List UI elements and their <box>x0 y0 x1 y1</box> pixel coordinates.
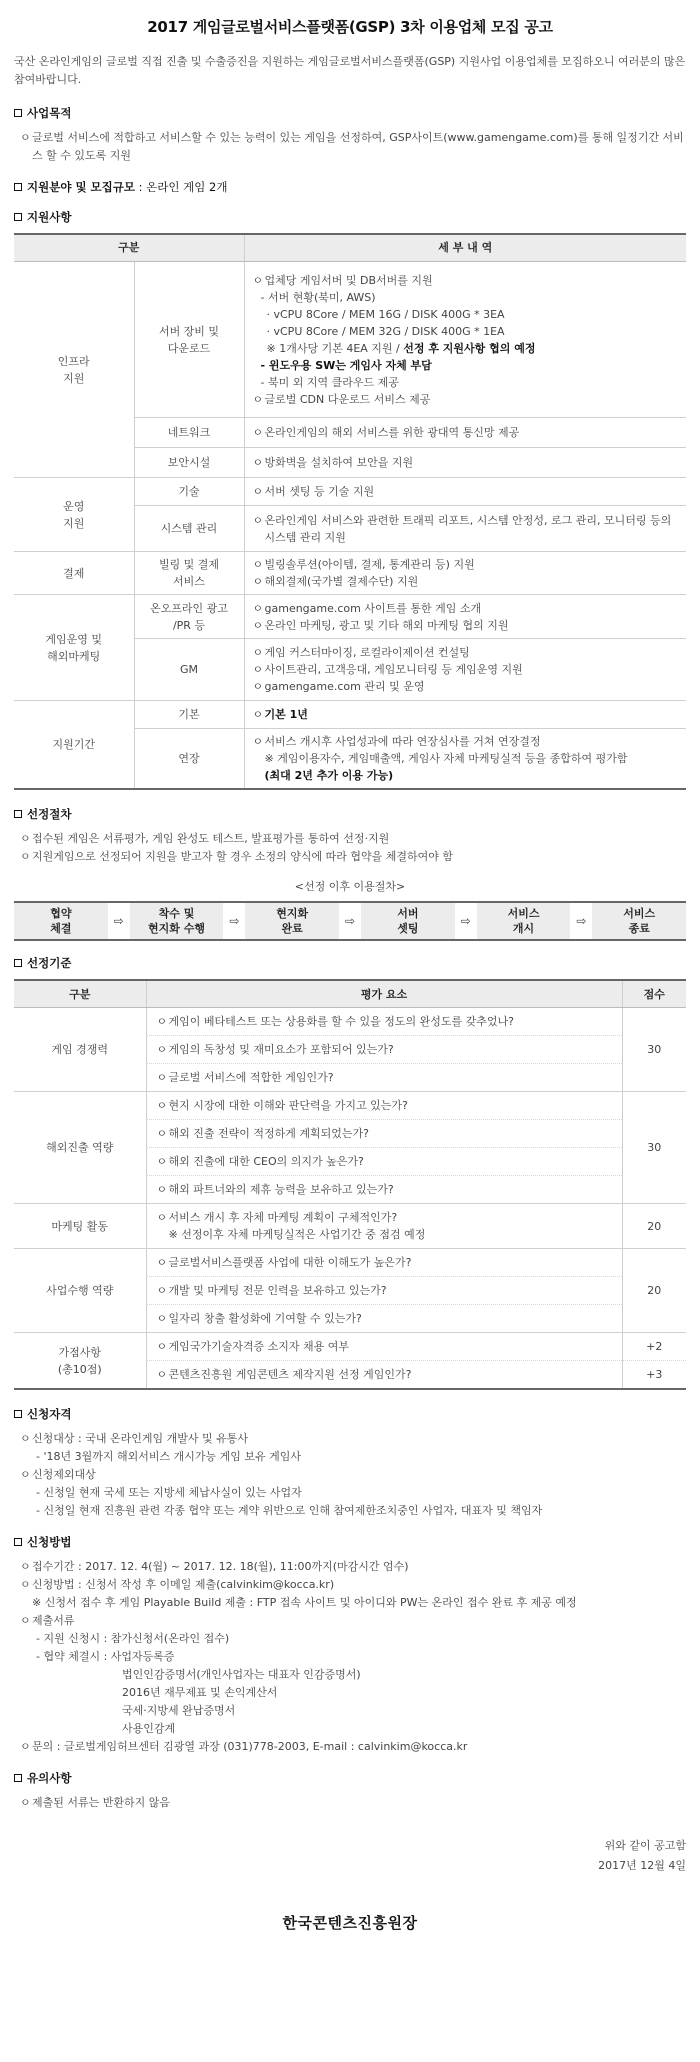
section-procedure-heading: 선정절차 <box>14 806 686 824</box>
support-col-category: 구분 <box>14 234 244 262</box>
closing <box>14 1836 686 1876</box>
criteria-group-name: 게임 경쟁력 <box>14 1008 146 1092</box>
criteria-item: ㅇ 글로벌 서비스에 적합한 게임인가? <box>146 1064 622 1092</box>
criteria-score: 20 <box>622 1249 686 1333</box>
procedure-item-2: ㅇ 지원게임으로 선정되어 지원을 받고자 할 경우 소정의 양식에 따라 협약을 체결하여야 함 <box>20 850 453 863</box>
flow-arrow-icon: ⇨ <box>460 913 471 928</box>
section-scale-heading: 지원분야 및 모집규모 : 온라인 게임 2개 <box>14 179 686 197</box>
flow-arrow-icon: ⇨ <box>229 913 240 928</box>
apply-doc-d: 2016년 재무제표 및 손익계산서 <box>122 1685 278 1699</box>
organization-name: 한국콘텐츠진흥원장 <box>282 1913 418 1932</box>
flow-step-launch: 서비스 개시 <box>477 903 571 939</box>
apply-period: ㅇ 접수기간 : 2017. 12. 4(월) ~ 2017. 12. 18(월), 11:00까지(마감시간 엄수) <box>20 1559 409 1573</box>
closing-line-1: 위와 같이 공고함 <box>604 1838 686 1852</box>
support-network-label: 네트워크 <box>134 418 244 448</box>
apply-doc-b: - 협약 체결시 : 사업자등록증 <box>36 1649 175 1663</box>
flow-step-localize: 착수 및 현지화 수행 <box>130 903 224 939</box>
support-security-label: 보안시설 <box>134 448 244 478</box>
flow-arrow-icon: ⇨ <box>344 913 356 928</box>
page-title: 2017 게임글로벌서비스플랫폼(GSP) 3차 이용업체 모집 공고 <box>147 18 553 36</box>
intro-text: 국산 온라인게임의 글로벌 직접 진출 및 수출증진을 지원하는 게임글로벌서비스플랫폼(GSP) 지원사업 이용업체를 모집하오니 여러분의 많은 참여바랍니다. <box>14 55 686 87</box>
apply-doc-a: - 지원 신청시 : 참가신청서(온라인 접수) <box>36 1631 230 1645</box>
support-server-detail: ㅇ 업체당 게임서버 및 DB서버를 지원 - 서버 현황(북미, AWS) · vCPU 8Core / MEM 16G / DISK 400G * 3EA · vCPU 8Core / MEM 32G / DISK 400G * 1EA ※ 1개사당 기본 4EA 지원 / 선정 후 지원사항 협의 예정 - 윈도우용 SW는 게임사 자체 부담 - 북미 외 지역 클라우드 제공 ㅇ 글로벌 CDN 다운로드 서비스 제공 <box>244 262 686 418</box>
support-billing-detail: ㅇ 빌링솔루션(아이템, 결제, 통계관리 등) 지원 ㅇ 해외결제(국가별 결제수단) 지원 <box>244 552 686 595</box>
support-basic-detail: ㅇ 기본 1년 <box>244 701 686 729</box>
support-payment: 결제 <box>14 552 134 595</box>
criteria-item: ㅇ 게임이 베타테스트 또는 상용화를 할 수 있을 정도의 완성도를 갖추었나? <box>146 1008 622 1036</box>
support-network-detail: ㅇ 온라인게임의 해외 서비스를 위한 광대역 통신망 제공 <box>244 418 686 448</box>
apply-doc-f: 사용인감계 <box>122 1721 176 1735</box>
criteria-item: ㅇ 해외 파트너와의 제휴 능력을 보유하고 있는가? <box>146 1176 622 1204</box>
criteria-item: ㅇ 서비스 개시 후 자체 마케팅 계획이 구체적인가? ※ 선정이후 자체 마케팅실적은 사업기간 중 점검 예정 <box>146 1204 622 1249</box>
criteria-item: ㅇ 현지 시장에 대한 이해와 판단력을 가지고 있는가? <box>146 1092 622 1120</box>
support-ext-detail: ㅇ 서비스 개시후 사업성과에 따라 연장심사를 거쳐 연장결정 ※ 게임이용자수, 게임매출액, 게임사 자체 마케팅실적 등을 종합하여 평가함 (최대 2년 추가 이용 가능) <box>244 729 686 790</box>
support-basic-label: 기본 <box>134 701 244 729</box>
flow-step-server: 서버 셋팅 <box>361 903 455 939</box>
support-gm-detail: ㅇ 게임 커스터마이징, 로컬라이제이션 컨설팅 ㅇ 사이트관리, 고객응대, 게임모니터링 등 게임운영 지원 ㅇ gamengame.com 관리 및 운영 <box>244 639 686 701</box>
support-infra: 인프라 지원 <box>14 262 134 478</box>
criteria-group-name: 마케팅 활동 <box>14 1204 146 1249</box>
criteria-table <box>14 979 686 1391</box>
procedure-caption: <선정 이후 이용절차> <box>294 880 406 893</box>
criteria-item: ㅇ 게임의 독창성 및 재미요소가 포함되어 있는가? <box>146 1036 622 1064</box>
closing-date: 2017년 12월 4일 <box>598 1858 686 1872</box>
support-billing-label: 빌링 및 결제 서비스 <box>134 552 244 595</box>
support-security-detail: ㅇ 방화벽을 설치하여 보안을 지원 <box>244 448 686 478</box>
criteria-bonus-score: +2 <box>622 1333 686 1361</box>
criteria-bonus-score: +3 <box>622 1361 686 1390</box>
criteria-bonus-item: ㅇ 게임국가기술자격증 소지자 채용 여부 <box>146 1333 622 1361</box>
criteria-score: 30 <box>622 1092 686 1204</box>
criteria-item: ㅇ 해외 진출 전략이 적정하게 계획되었는가? <box>146 1120 622 1148</box>
procedure-flow <box>14 901 686 941</box>
apply-method: ㅇ 신청방법 : 신청서 작성 후 이메일 제출(calvinkim@kocca.kr) <box>20 1577 335 1591</box>
flow-step-localize-done: 현지화 완료 <box>245 903 339 939</box>
support-sysmgmt-label: 시스템 관리 <box>134 506 244 552</box>
section-caution-heading: 유의사항 <box>14 1770 686 1788</box>
support-ad-detail: ㅇ gamengame.com 사이트를 통한 게임 소개 ㅇ 온라인 마케팅, 광고 및 기타 해외 마케팅 협의 지원 <box>244 595 686 639</box>
eligibility-exclusion-b: - 신청일 현재 진흥원 관련 각종 협약 또는 계약 위반으로 인해 참여제한조치중인 사업자, 대표자 및 책임자 <box>36 1504 543 1518</box>
criteria-bonus-name: 가점사항 (총10점) <box>14 1333 146 1390</box>
criteria-item: ㅇ 개발 및 마케팅 전문 인력을 보유하고 있는가? <box>146 1277 622 1305</box>
support-ad-label: 온오프라인 광고 /PR 등 <box>134 595 244 639</box>
criteria-item: ㅇ 해외 진출에 대한 CEO의 의지가 높은가? <box>146 1148 622 1176</box>
flow-arrow-icon: ⇨ <box>113 913 124 928</box>
support-tech-label: 기술 <box>134 478 244 506</box>
section-eligibility-heading: 신청자격 <box>14 1406 686 1424</box>
criteria-group-name: 해외진출 역량 <box>14 1092 146 1204</box>
apply-doc-e: 국세·지방세 완납증명서 <box>122 1703 236 1717</box>
apply-docs: ㅇ 제출서류 <box>20 1613 75 1627</box>
caution-text: ㅇ 제출된 서류는 반환하지 않음 <box>20 1795 171 1809</box>
eligibility-target: ㅇ 신청대상 : 국내 온라인게임 개발사 및 유통사 <box>20 1432 248 1446</box>
section-support-heading: 지원사항 <box>14 209 686 227</box>
flow-arrow-icon: ⇨ <box>576 913 587 928</box>
flow-step-end: 서비스 종료 <box>592 903 686 939</box>
support-period: 지원기간 <box>14 701 134 790</box>
eligibility-target-sub: - '18년 3월까지 해외서비스 개시가능 게임 보유 게임사 <box>36 1450 301 1464</box>
support-ext-label: 연장 <box>134 729 244 790</box>
criteria-bonus-item: ㅇ 콘텐츠진흥원 게임콘텐츠 제작지원 선정 게임인가? <box>146 1361 622 1390</box>
criteria-col-element: 평가 요소 <box>146 980 622 1008</box>
apply-contact: ㅇ 문의 : 글로벌게임허브센터 김광열 과장 (031)778-2003, E-mail : calvinkim@kocca.kr <box>20 1739 468 1753</box>
apply-note: ※ 신청서 접수 후 게임 Playable Build 제출 : FTP 접속 사이트 및 아이디와 PW는 온라인 접수 완료 후 제공 예정 <box>32 1595 577 1609</box>
support-server-label: 서버 장비 및 다운로드 <box>134 262 244 418</box>
criteria-score: 30 <box>622 1008 686 1092</box>
criteria-item: ㅇ 글로벌서비스플랫폼 사업에 대한 이해도가 높은가? <box>146 1249 622 1277</box>
procedure-item-1: ㅇ 접수된 게임은 서류평가, 게임 완성도 테스트, 발표평가를 통하여 선정·지원 <box>20 832 390 845</box>
criteria-group-name: 사업수행 역량 <box>14 1249 146 1333</box>
apply-doc-c: 법인인감증명서(개인사업자는 대표자 인감증명서) <box>122 1667 361 1681</box>
support-gm-label: GM <box>134 639 244 701</box>
criteria-score: 20 <box>622 1204 686 1249</box>
section-apply-heading: 신청방법 <box>14 1534 686 1552</box>
criteria-col-category: 구분 <box>14 980 146 1008</box>
criteria-item: ㅇ 일자리 창출 활성화에 기여할 수 있는가? <box>146 1305 622 1333</box>
support-sysmgmt-detail: ㅇ 온라인게임 서비스와 관련한 트래픽 리포트, 시스템 안정성, 로그 관리, 모니터링 등의 시스템 관리 지원 <box>244 506 686 552</box>
eligibility-exclusion-a: - 신청일 현재 국세 또는 지방세 체납사실이 있는 사업자 <box>36 1486 302 1500</box>
eligibility-exclusion: ㅇ 신청제외대상 <box>20 1468 96 1482</box>
criteria-col-score: 점수 <box>622 980 686 1008</box>
support-tech-detail: ㅇ 서버 셋팅 등 기술 지원 <box>244 478 686 506</box>
purpose-text: ㅇ 글로벌 서비스에 적합하고 서비스할 수 있는 능력이 있는 게임을 선정하여, GSP사이트(www.gamengame.com)를 통해 일정기간 서비스 할 수 있도록 지원 <box>20 131 684 163</box>
support-col-detail: 세 부 내 역 <box>244 234 686 262</box>
support-marketing: 게임운영 및 해외마케팅 <box>14 595 134 701</box>
section-purpose-heading: 사업목적 <box>14 105 686 123</box>
support-ops: 운영 지원 <box>14 478 134 552</box>
section-criteria-heading: 선정기준 <box>14 955 686 973</box>
support-table <box>14 233 686 791</box>
flow-step-contract: 협약 체결 <box>14 903 108 939</box>
